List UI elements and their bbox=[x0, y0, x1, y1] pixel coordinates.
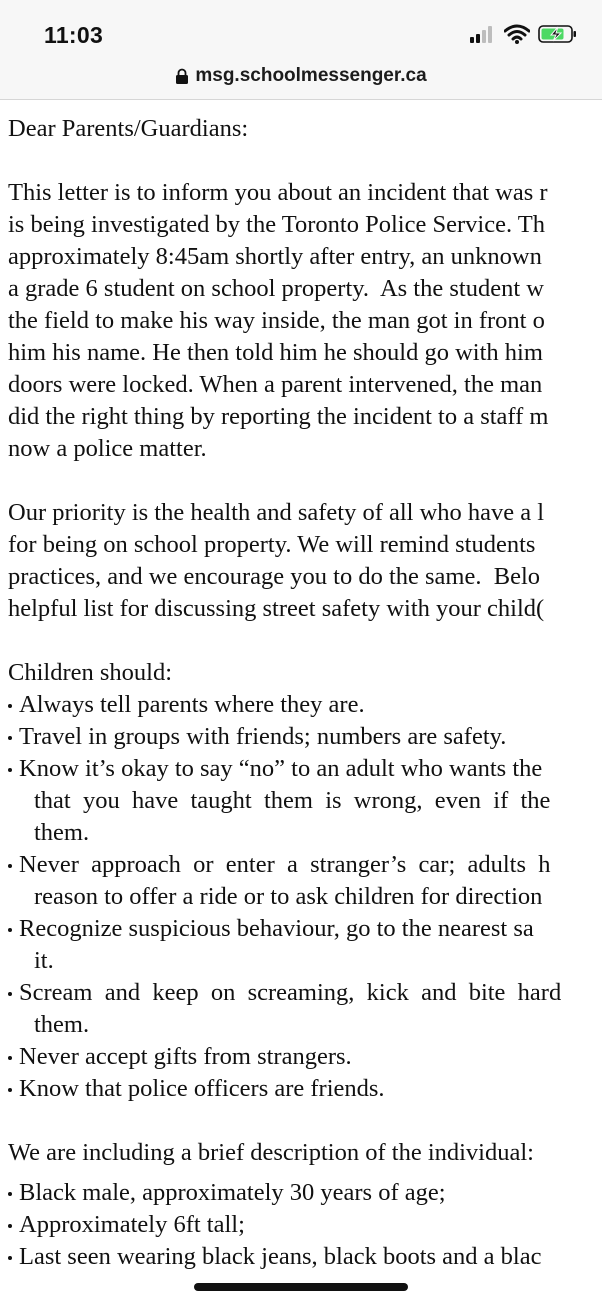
list-item-continuation: it. bbox=[34, 947, 54, 974]
paragraph-line: is being investigated by the Toronto Police Service. Th bbox=[8, 211, 545, 238]
paragraph-incident bbox=[8, 177, 602, 465]
list-item-continuation: them. bbox=[34, 1011, 90, 1038]
paragraph-line: Our priority is the health and safety of all who have a l bbox=[8, 499, 545, 526]
list-item: Always tell parents where they are. bbox=[8, 689, 602, 721]
wifi-icon bbox=[504, 24, 530, 44]
list-item: Last seen wearing black jeans, black boots and a blac bbox=[8, 1241, 602, 1270]
description-intro: We are including a brief description of the individual: bbox=[8, 1139, 534, 1166]
home-indicator[interactable] bbox=[194, 1283, 408, 1291]
description-list bbox=[8, 1177, 602, 1270]
list-item: Know that police officers are friends. bbox=[8, 1073, 602, 1105]
letter-viewport[interactable] bbox=[0, 100, 602, 1270]
battery-charging-icon bbox=[538, 24, 578, 44]
children-list bbox=[8, 689, 602, 1105]
list-item: Recognize suspicious behaviour, go to the nearest sa bbox=[8, 913, 602, 945]
url-bar[interactable] bbox=[0, 62, 602, 90]
paragraph-line: practices, and we encourage you to do the same. Belo bbox=[8, 563, 541, 590]
paragraph-line: the field to make his way inside, the man got in front o bbox=[8, 307, 545, 334]
letter-greeting: Dear Parents/Guardians: bbox=[8, 115, 249, 142]
list-item-continuation: reason to offer a ride or to ask children for direction bbox=[34, 883, 543, 910]
lock-icon bbox=[175, 68, 189, 85]
letter-body bbox=[8, 113, 602, 1270]
list-item-continuation: that you have taught them is wrong, even if the bbox=[34, 787, 551, 814]
list-item: Travel in groups with friends; numbers are safety. bbox=[8, 721, 602, 753]
list-item: Know it’s okay to say “no” to an adult who wants the bbox=[8, 753, 602, 785]
paragraph-priority bbox=[8, 497, 602, 625]
list-item: Never approach or enter a stranger’s car; adults h bbox=[8, 849, 602, 881]
list-item: Approximately 6ft tall; bbox=[8, 1209, 602, 1241]
list-item: Scream and keep on screaming, kick and bite hard bbox=[8, 977, 602, 1009]
paragraph-line: This letter is to inform you about an incident that was r bbox=[8, 179, 548, 206]
paragraph-line: helpful list for discussing street safety with your child( bbox=[8, 595, 545, 622]
paragraph-line: now a police matter. bbox=[8, 435, 207, 462]
list-item-continuation: them. bbox=[34, 819, 90, 846]
url-text: msg.schoolmessenger.ca bbox=[195, 65, 427, 86]
paragraph-line: him his name. He then told him he should go with him bbox=[8, 339, 543, 366]
status-icons bbox=[468, 24, 578, 44]
browser-top-chrome bbox=[0, 0, 602, 100]
paragraph-line: for being on school property. We will remind students bbox=[8, 531, 536, 558]
list-item: Never accept gifts from strangers. bbox=[8, 1041, 602, 1073]
paragraph-line: a grade 6 student on school property. As the student w bbox=[8, 275, 544, 302]
status-time: 11:03 bbox=[44, 22, 104, 48]
children-heading: Children should: bbox=[8, 659, 173, 686]
list-item: Black male, approximately 30 years of age; bbox=[8, 1177, 602, 1209]
paragraph-line: doors were locked. When a parent intervened, the man bbox=[8, 371, 543, 398]
paragraph-line: approximately 8:45am shortly after entry, an unknown bbox=[8, 243, 542, 270]
paragraph-line: did the right thing by reporting the incident to a staff m bbox=[8, 403, 549, 430]
signal-icon bbox=[468, 24, 496, 44]
